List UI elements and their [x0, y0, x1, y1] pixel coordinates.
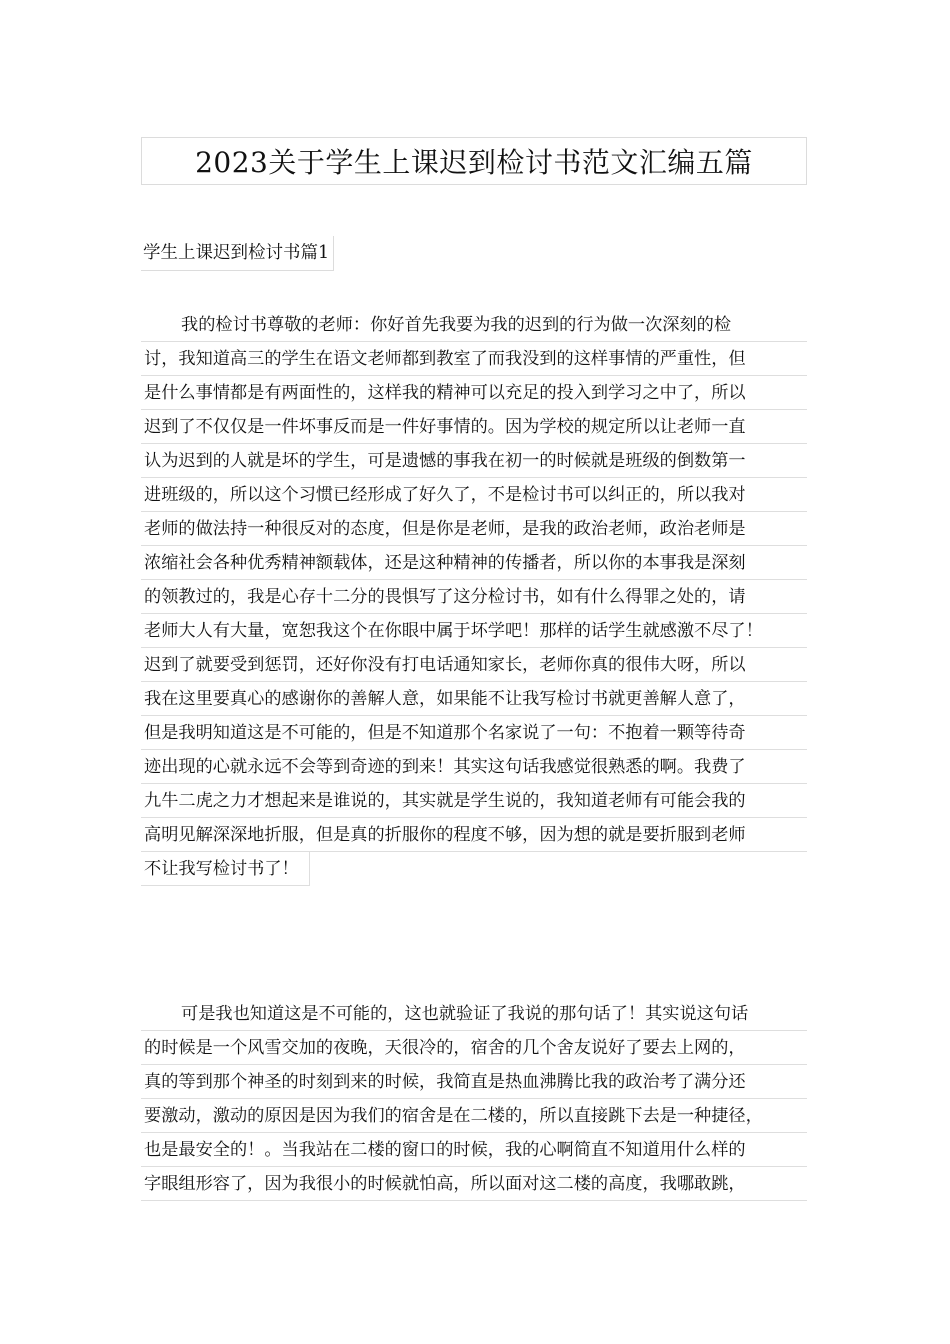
text-line: 我在这里要真心的感谢你的善解人意，如果能不让我写检讨书就更善解人意了，: [141, 682, 807, 716]
text-line: 讨，我知道高三的学生在语文老师都到教室了而我没到的这样事情的严重性，但: [141, 342, 807, 376]
text-line: 可是我也知道这是不可能的，这也就验证了我说的那句话了！其实说这句话: [141, 997, 807, 1031]
text-line: 进班级的，所以这个习惯已经形成了好久了，不是检讨书可以纠正的，所以我对: [141, 478, 807, 512]
text-line: 迟到了不仅仅是一件坏事反而是一件好事情的。因为学校的规定所以让老师一直: [141, 410, 807, 444]
section-heading: 学生上课迟到检讨书篇1: [141, 236, 334, 271]
text-line: 不让我写检讨书了！: [141, 852, 310, 886]
text-line: 但是我明知道这是不可能的，但是不知道那个名家说了一句：不抱着一颗等待奇: [141, 716, 807, 750]
text-line: 迟到了就要受到惩罚，还好你没有打电话通知家长，老师你真的很伟大呀，所以: [141, 648, 807, 682]
text-line: 要激动，激动的原因是因为我们的宿舍是在二楼的，所以直接跳下去是一种捷径，: [141, 1099, 807, 1133]
document-title: 2023关于学生上课迟到检讨书范文汇编五篇: [141, 137, 807, 185]
text-line: 我的检讨书尊敬的老师：你好首先我要为我的迟到的行为做一次深刻的检: [141, 308, 807, 342]
text-line: 的时候是一个风雪交加的夜晚，天很冷的，宿舍的几个舍友说好了要去上网的，: [141, 1031, 807, 1065]
text-line: 老师大人有大量，宽恕我这个在你眼中属于坏学吧！那样的话学生就感激不尽了！: [141, 614, 807, 648]
text-line: 浓缩社会各种优秀精神额载体，还是这种精神的传播者，所以你的本事我是深刻: [141, 546, 807, 580]
text-line: 的领教过的，我是心存十二分的畏惧写了这分检讨书，如有什么得罪之处的，请: [141, 580, 807, 614]
text-line: 老师的做法持一种很反对的态度，但是你是老师，是我的政治老师，政治老师是: [141, 512, 807, 546]
text-line: 是什么事情都是有两面性的，这样我的精神可以充足的投入到学习之中了，所以: [141, 376, 807, 410]
text-line: 认为迟到的人就是坏的学生，可是遗憾的事我在初一的时候就是班级的倒数第一: [141, 444, 807, 478]
text-line: 迹出现的心就永远不会等到奇迹的到来！其实这句话我感觉很熟悉的啊。我费了: [141, 750, 807, 784]
text-line: 高明见解深深地折服，但是真的折服你的程度不够，因为想的就是要折服到老师: [141, 818, 807, 852]
text-line: 真的等到那个神圣的时刻到来的时候，我简直是热血沸腾比我的政治考了满分还: [141, 1065, 807, 1099]
paragraph-1: [141, 308, 807, 890]
paragraph-2: [141, 997, 807, 1201]
text-line: 字眼组形容了，因为我很小的时候就怕高，所以面对这二楼的高度，我哪敢跳，: [141, 1167, 807, 1201]
text-line: 也是最安全的！。当我站在二楼的窗口的时候，我的心啊简直不知道用什么样的: [141, 1133, 807, 1167]
text-line: 九牛二虎之力才想起来是谁说的，其实就是学生说的，我知道老师有可能会我的: [141, 784, 807, 818]
